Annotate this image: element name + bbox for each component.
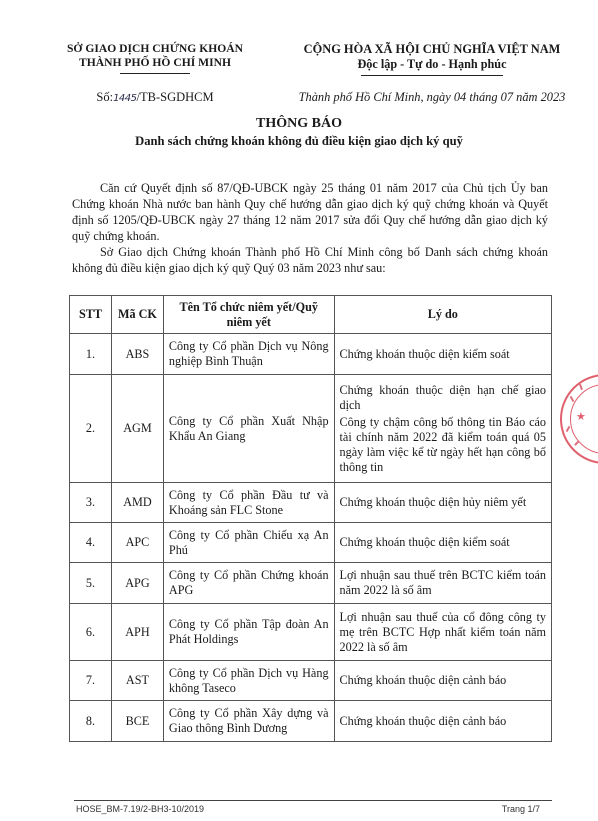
row-company-name: Công ty Cổ phần Đầu tư và Khoáng sản FLC Stone [163,483,334,523]
row-company-name: Công ty Cổ phần Dịch vụ Hàng không Taseco [163,661,334,701]
header-ma-ck: Mã CK [111,296,163,334]
table-row [70,334,552,375]
reason-text: Chứng khoán thuộc diện hạn chế giao dịch [339,382,546,412]
row-company-name: Công ty Cổ phần Xây dựng và Giao thông Bình Dương [163,701,334,742]
header-stt: STT [70,296,112,334]
seal-lettering [570,396,575,402]
row-reason [334,563,551,604]
issuer-underline [120,73,190,74]
row-reason [334,375,551,483]
motto-underline [361,75,503,76]
row-ma-ck: APG [111,563,163,604]
seal-lettering [566,426,571,432]
table-row [70,375,552,483]
footer-divider [74,800,552,801]
country-name: CỘNG HÒA XÃ HỘI CHỦ NGHĨA VIỆT NAM [303,42,561,56]
document-number [40,90,270,105]
table-header-row [70,296,552,334]
issuer-name-line2: THÀNH PHỐ HỒ CHÍ MINH [78,56,231,69]
row-company-name: Công ty Cổ phần Xuất Nhập Khẩu An Giang [163,375,334,483]
row-stt: 7. [70,661,112,701]
document-date: Thành phố Hồ Chí Minh, ngày 04 tháng 07 năm 2023 [298,90,566,104]
header-ten-to-chuc: Tên Tổ chức niêm yết/Quỹ niêm yết [163,296,334,334]
table-row [70,563,552,604]
legal-basis-paragraph: Căn cứ Quyết định số 87/QĐ-UBCK ngày 25 tháng 01 năm 2017 của Chủ tịch Ủy ban Chứng khoán Nhà nước ban hành Quy chế hướng dẫn giao dịch ký quỹ chứng khoán và Quyết định số 1205/QĐ-UBCK ngày 27 tháng 12 năm 2017 sửa đổi Quy chế hướng dẫn giao dịch ký quỹ chứng khoán. [72,181,548,243]
document-number-suffix: /TB-SGDHCM [136,90,214,104]
ineligible-securities-table [69,295,552,742]
row-stt: 8. [70,701,112,742]
seal-lettering [579,384,583,390]
table-row [70,701,552,742]
row-company-name: Công ty Cổ phần Tập đoàn An Phát Holdings [163,604,334,661]
header-ly-do: Lý do [334,296,551,334]
table-row [70,483,552,523]
row-ma-ck: APC [111,523,163,563]
seal-star-icon: ★ [576,410,586,423]
row-ma-ck: AST [111,661,163,701]
row-stt: 6. [70,604,112,661]
row-ma-ck: AMD [111,483,163,523]
row-reason [334,701,551,742]
row-ma-ck: ABS [111,334,163,375]
national-header [282,42,582,76]
document-subtitle: Danh sách chứng khoán không đủ điều kiện giao dịch ký quỹ [135,134,463,148]
table-row [70,523,552,563]
reason-text: Lợi nhuận sau thuế của cổ đông công ty mẹ trên BCTC Hợp nhất kiểm toán năm 2022 là số âm [339,609,546,654]
row-ma-ck: AGM [111,375,163,483]
row-stt: 3. [70,483,112,523]
national-motto: Độc lập - Tự do - Hạnh phúc [357,57,507,71]
row-stt: 1. [70,334,112,375]
row-reason [334,334,551,375]
reason-text: Chứng khoán thuộc diện hủy niêm yết [339,495,527,509]
red-seal-stamp [560,374,598,464]
reason-text: Chứng khoán thuộc diện cảnh báo [339,673,507,687]
reason-text: Chứng khoán thuộc diện kiểm soát [339,535,510,549]
row-ma-ck: APH [111,604,163,661]
reason-text: Công ty chậm công bố thông tin Báo cáo tài chính năm 2022 đã kiểm toán quá 05 ngày làm việc kể từ ngày hết hạn công bố thông tin [339,414,546,474]
document-number-prefix: Số: [96,90,114,104]
document-number-handwritten: 1445 [113,93,137,104]
row-reason [334,483,551,523]
table-row [70,604,552,661]
row-reason [334,604,551,661]
row-reason [334,523,551,563]
page-number: Trang 1/7 [501,804,540,814]
issuer-header [40,42,270,74]
form-code: HOSE_BM-7.19/2-BH3-10/2019 [76,804,205,814]
reason-text: Lợi nhuận sau thuế trên BCTC kiểm toán năm 2022 là số âm [339,568,546,597]
issuer-name-line1: SỞ GIAO DỊCH CHỨNG KHOÁN [66,42,244,55]
document-title: THÔNG BÁO [256,116,342,131]
row-stt: 5. [70,563,112,604]
document-body [72,180,548,276]
reason-text: Chứng khoán thuộc diện kiểm soát [339,346,510,361]
row-stt: 4. [70,523,112,563]
row-ma-ck: BCE [111,701,163,742]
row-stt: 2. [70,375,112,483]
row-company-name: Công ty Cổ phần Chứng khoán APG [163,563,334,604]
reason-text: Chứng khoán thuộc diện cảnh báo [339,713,507,728]
row-company-name: Công ty Cổ phần Dịch vụ Nông nghiệp Bình Thuận [163,334,334,375]
table-row [70,661,552,701]
row-reason [334,661,551,701]
announcement-paragraph: Sở Giao dịch Chứng khoán Thành phố Hồ Chí Minh công bố Danh sách chứng khoán không đủ điều kiện giao dịch ký quỹ Quý 03 năm 2023 như sau: [72,245,548,275]
row-company-name: Công ty Cổ phần Chiếu xạ An Phú [163,523,334,563]
